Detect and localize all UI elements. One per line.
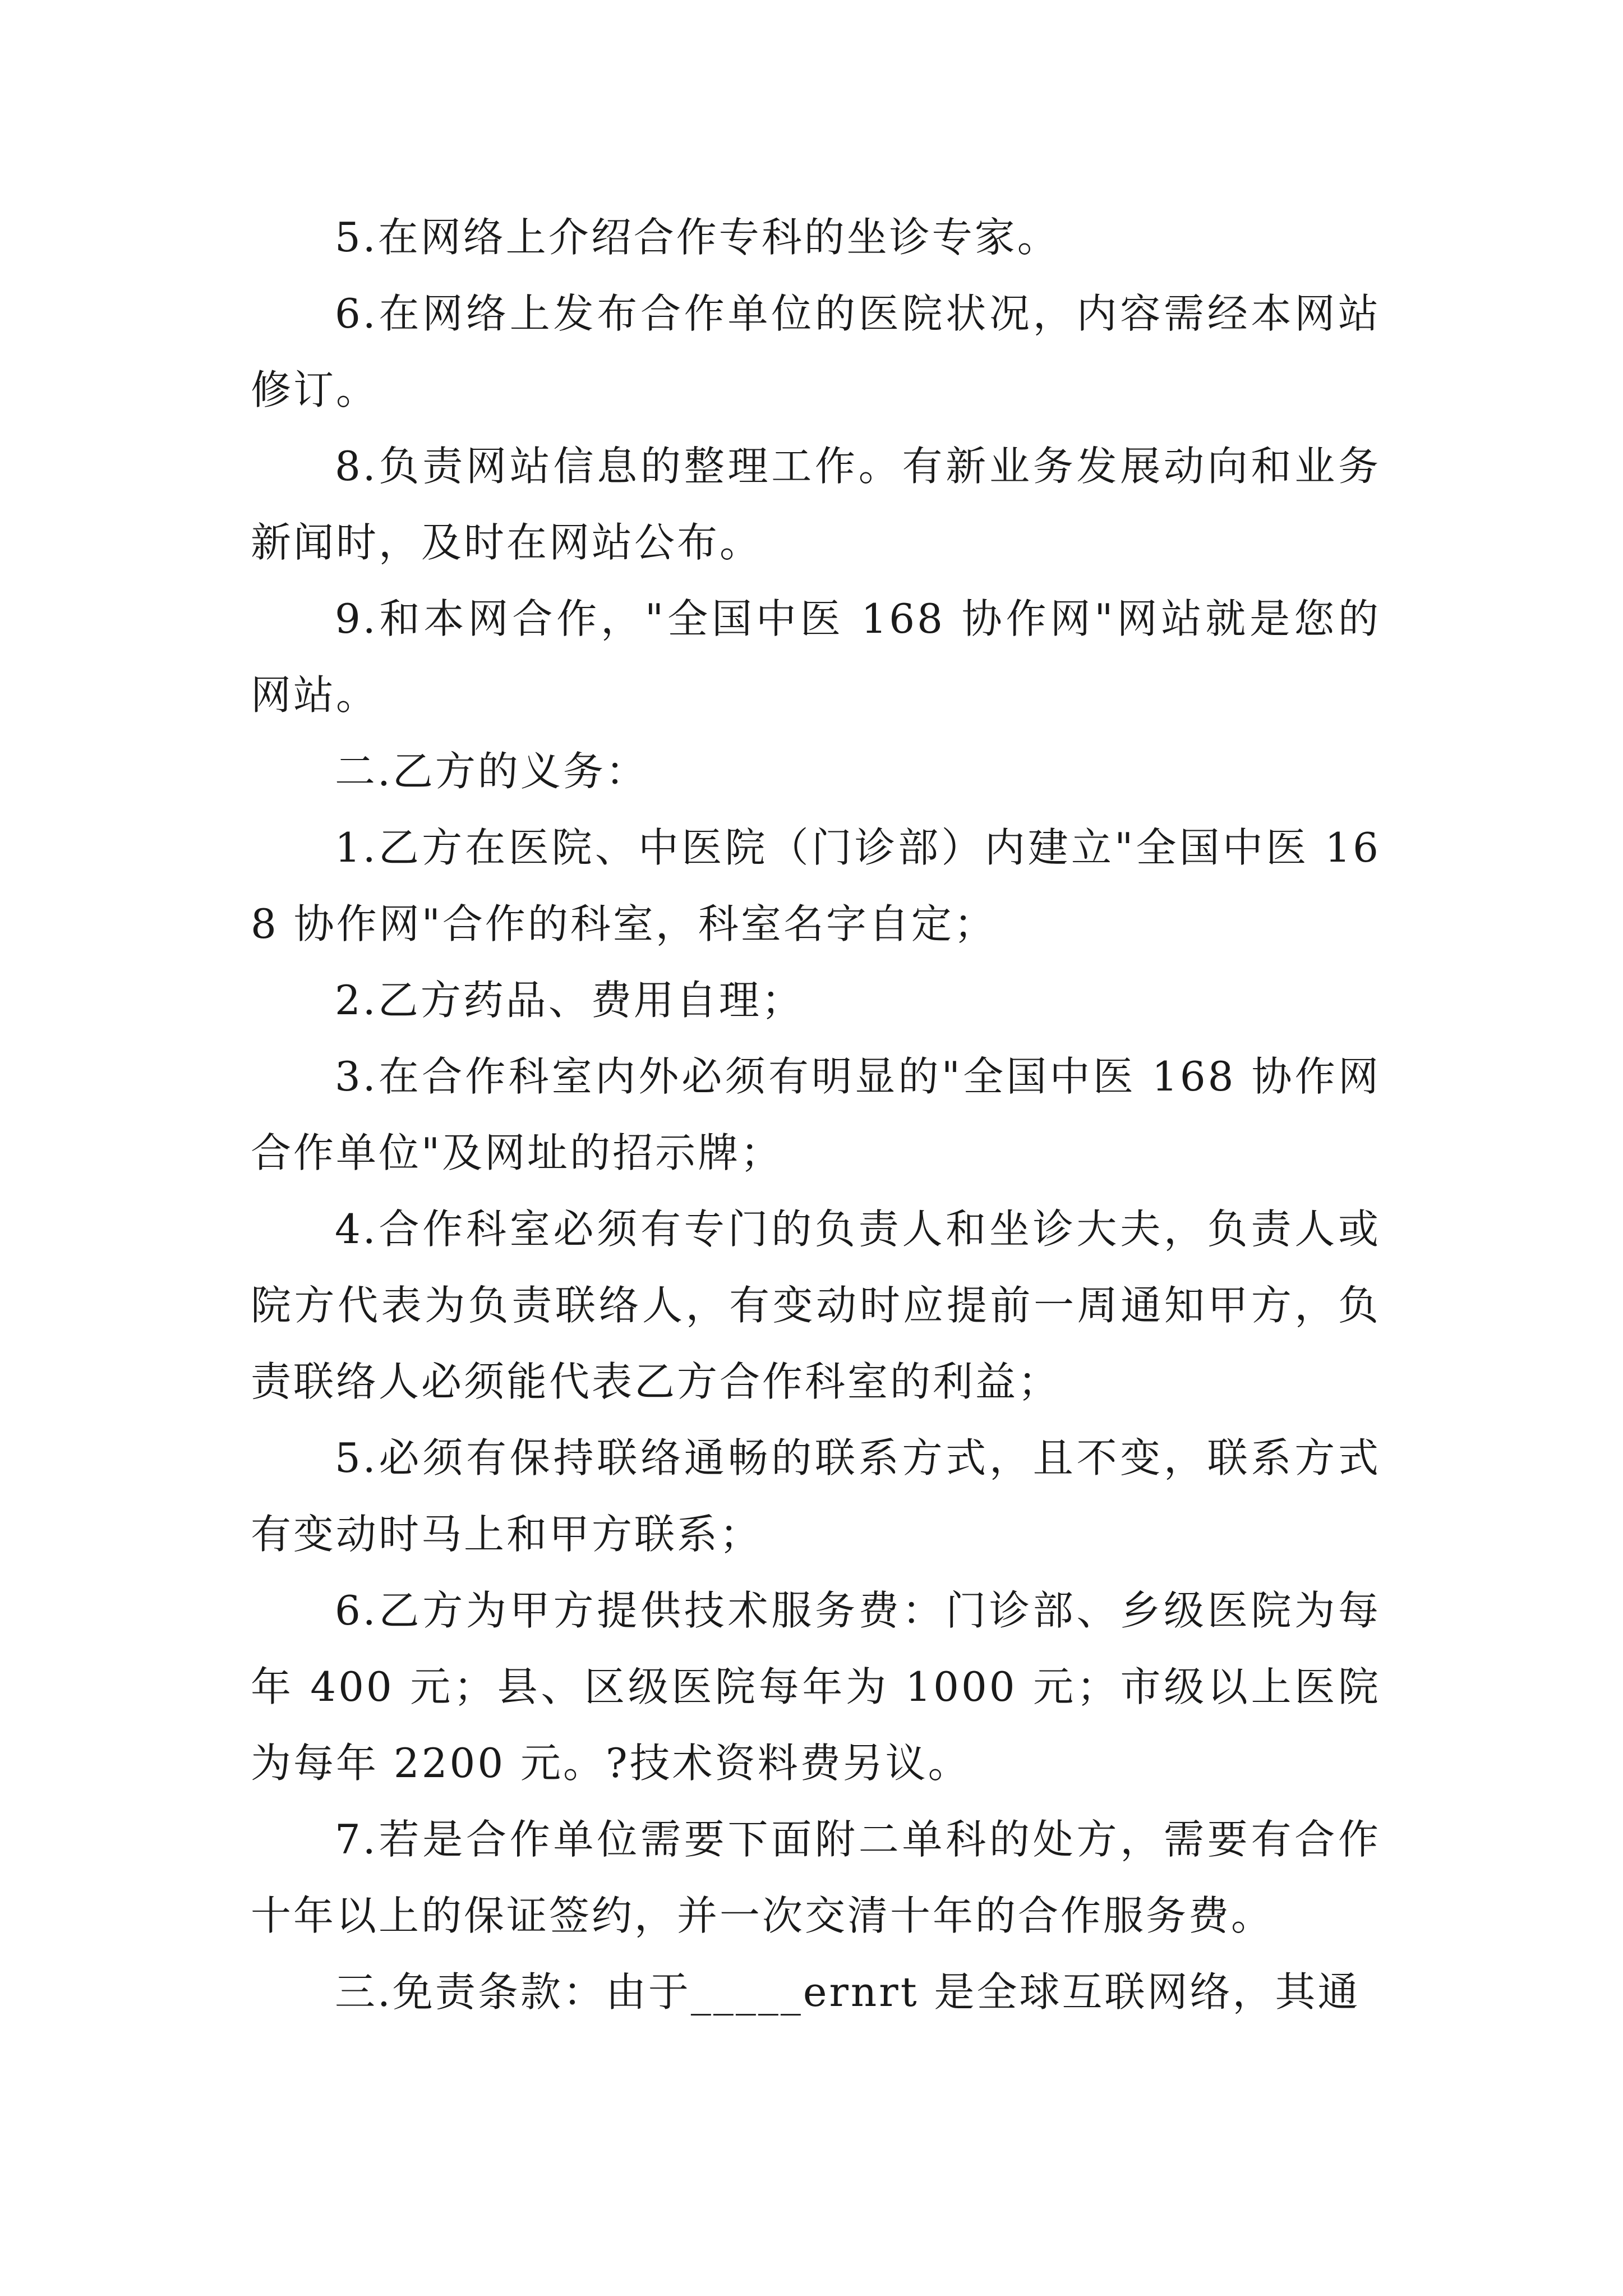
paragraph-prescription-contract: 7.若是合作单位需要下面附二单科的处方，需要有合作十年以上的保证签约，并一次交清十年的合作服务费。 xyxy=(251,1816,1381,1939)
paragraph-establish-department: 1.乙方在医院、中医院（门诊部）内建立"全国中医 168 协作网"合作的科室，科室名字自定； xyxy=(251,824,1381,947)
paragraph-hospital-status: 6.在网络上发布合作单位的医院状况，内容需经本网站修订。 xyxy=(251,290,1381,413)
document-body xyxy=(251,199,1381,2030)
section-heading-disclaimer: 三.免责条款：由于_____ernrt 是全球互联网络，其通 xyxy=(335,1968,1361,2016)
section-heading-party-b-obligations: 二.乙方的义务： xyxy=(335,748,648,795)
paragraph-own-expenses: 2.乙方药品、费用自理； xyxy=(335,977,804,1024)
paragraph-your-website: 9.和本网合作，"全国中医 168 协作网"网站就是您的网站。 xyxy=(251,595,1381,719)
paragraph-website-info: 8.负责网站信息的整理工作。有新业务发展动向和业务新闻时，及时在网站公布。 xyxy=(251,443,1381,566)
paragraph-signboard: 3.在合作科室内外必须有明显的"全国中医 168 协作网合作单位"及网址的招示牌； xyxy=(251,1053,1381,1176)
paragraph-contact-method: 5.必须有保持联络通畅的联系方式，且不变，联系方式有变动时马上和甲方联系； xyxy=(251,1434,1381,1558)
paragraph-responsible-person: 4.合作科室必须有专门的负责人和坐诊大夫，负责人或院方代表为负责联络人，有变动时应提前一周通知甲方，负责联络人必须能代表乙方合作科室的利益； xyxy=(251,1205,1381,1405)
paragraph-cooperation-experts: 5.在网络上介绍合作专科的坐诊专家。 xyxy=(335,214,1060,261)
paragraph-service-fee: 6.乙方为甲方提供技术服务费：门诊部、乡级医院为每年 400 元；县、区级医院每年为 1000 元；市级以上医院为每年 2200 元。?技术资料费另议。 xyxy=(251,1587,1381,1787)
